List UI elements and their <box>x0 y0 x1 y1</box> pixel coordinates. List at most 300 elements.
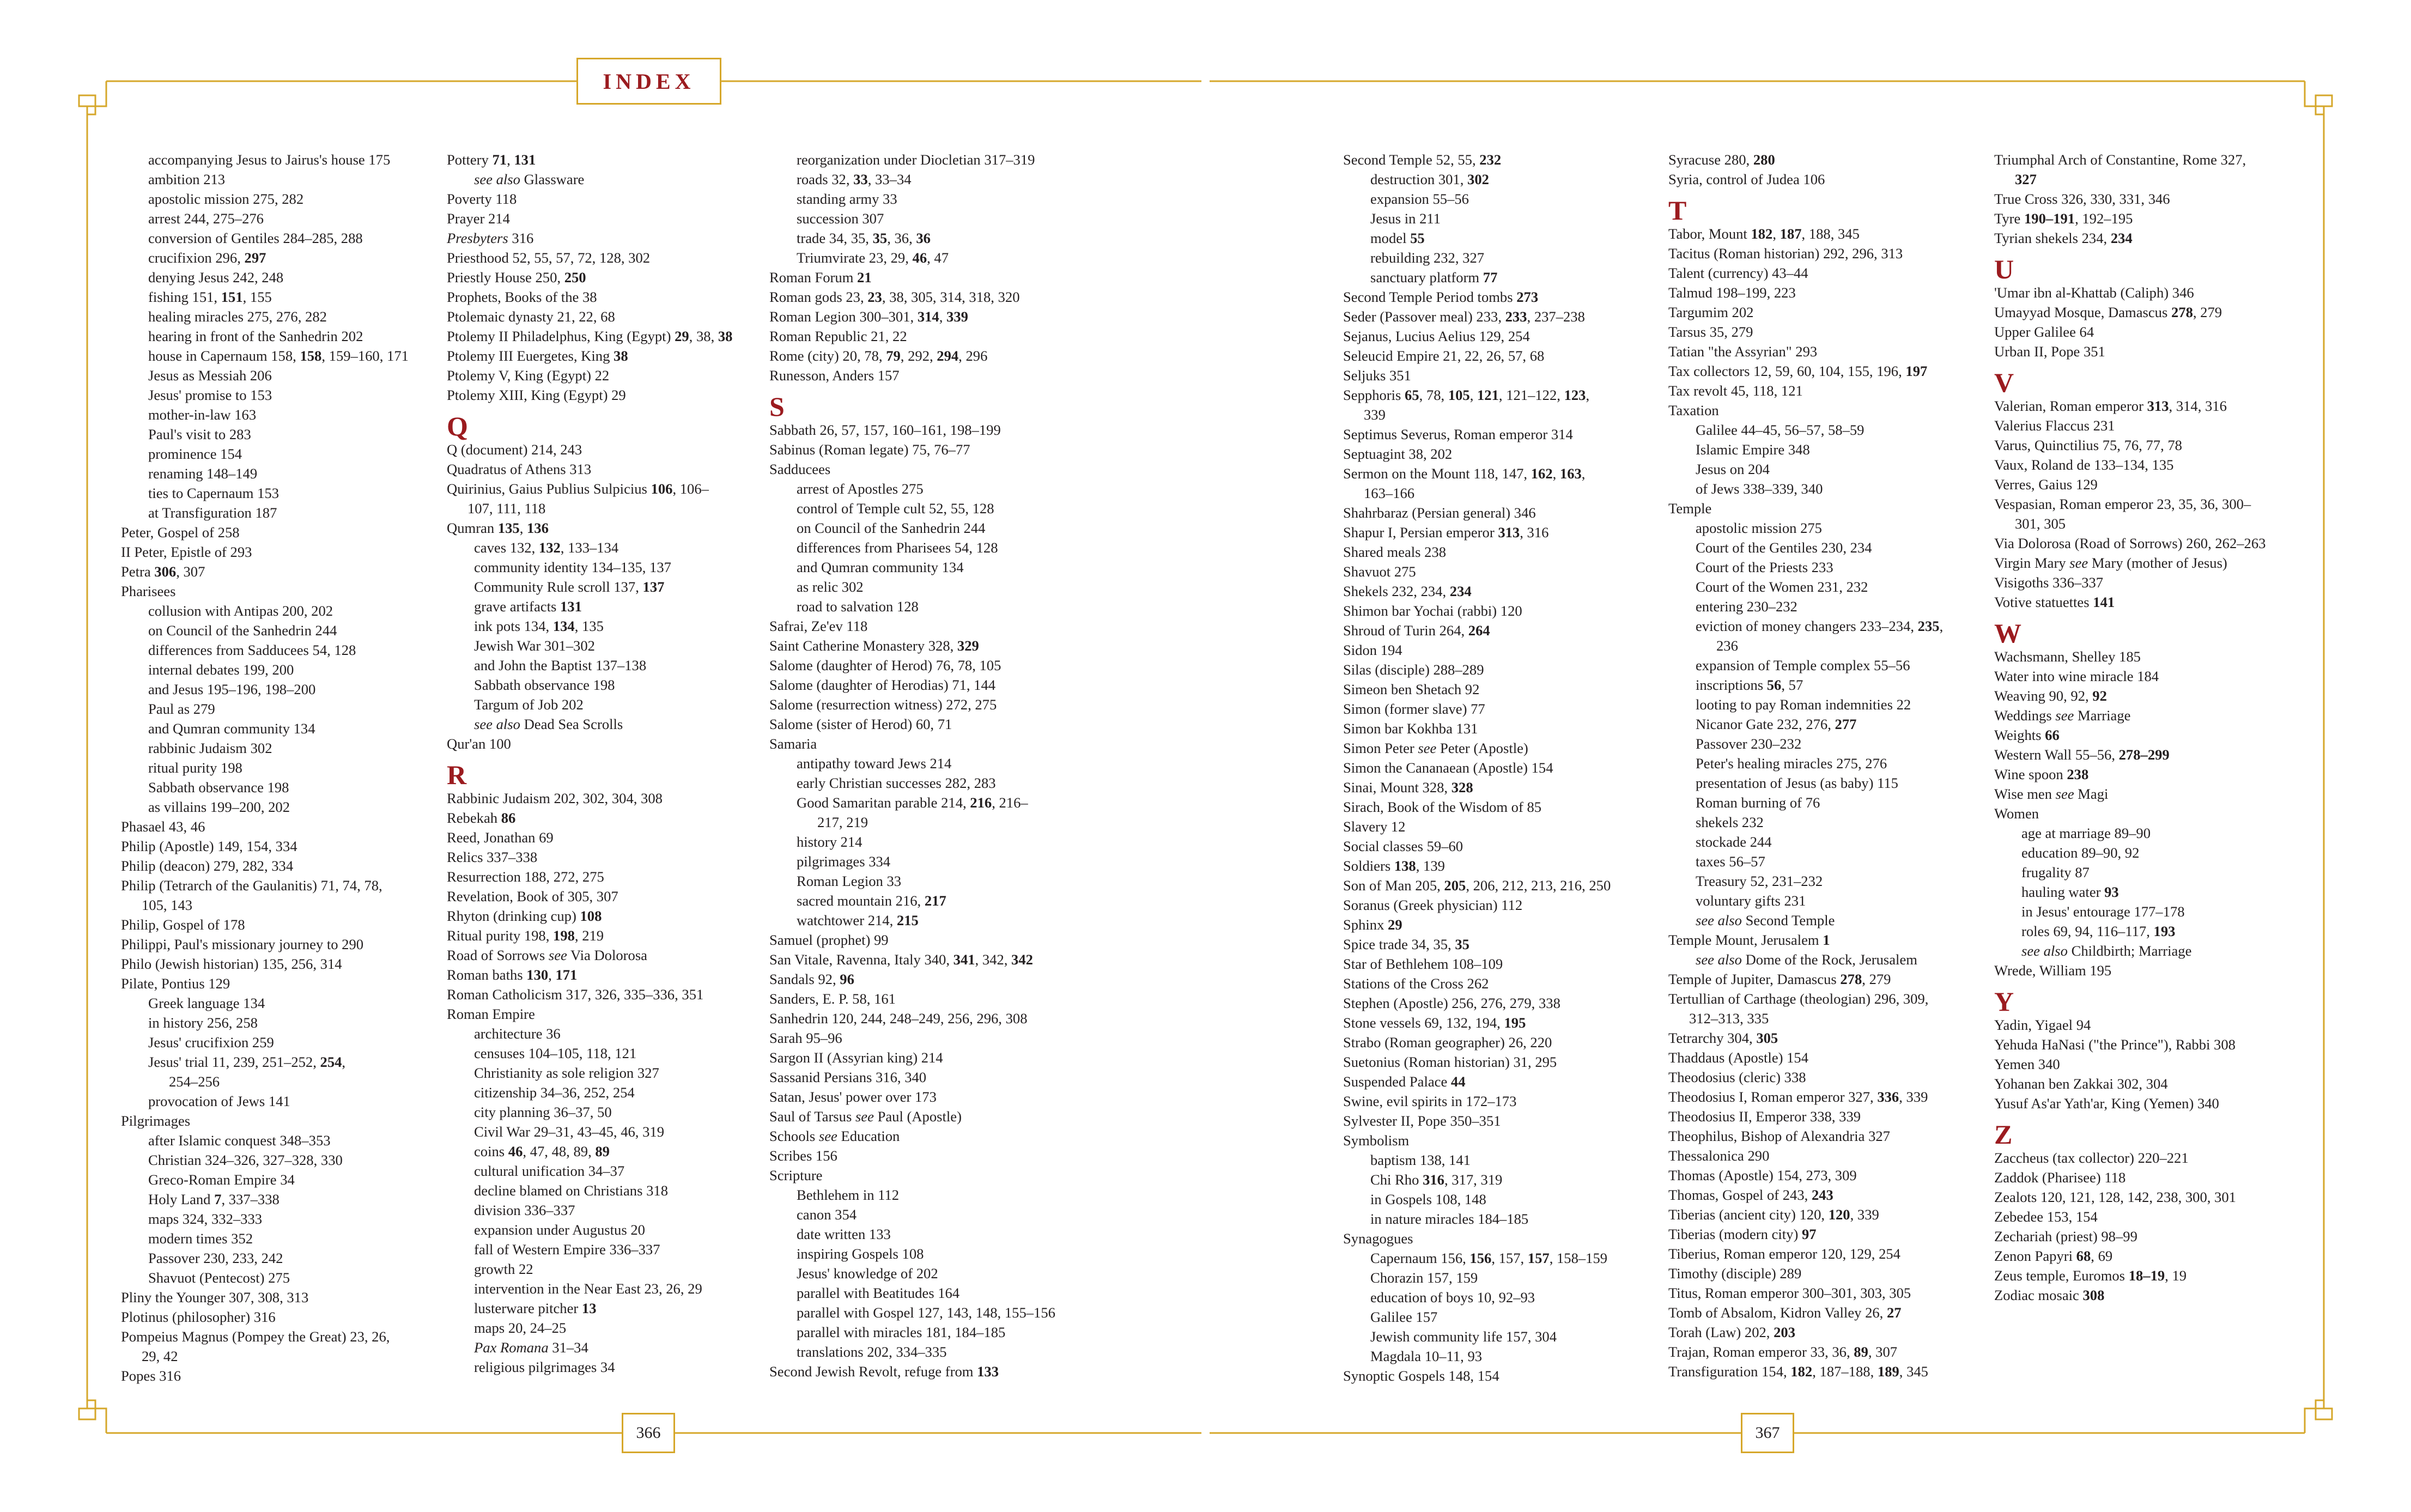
index-subentry: destruction 301, 302 <box>1370 171 1489 187</box>
index-entry: Star of Bethlehem 108–109 <box>1343 956 1503 972</box>
index-entry: Tyre 190–191, 192–195 <box>1994 210 2133 227</box>
index-entry: Suetonius (Roman historian) 31, 295 <box>1343 1054 1557 1070</box>
index-subentry: Greek language 134 <box>148 995 265 1011</box>
index-entry: Qumran 135, 136 <box>447 520 549 536</box>
index-entry: Philip (Apostle) 149, 154, 334 <box>121 838 297 854</box>
index-entry: Talmud 198–199, 223 <box>1668 284 1796 301</box>
index-entry: Wachsmann, Shelley 185 <box>1994 648 2141 665</box>
index-subentry: collusion with Antipas 200, 202 <box>148 603 333 619</box>
index-entry: Taxation <box>1668 402 1719 418</box>
index-entry: Targumim 202 <box>1668 304 1754 320</box>
index-subentry: antipathy toward Jews 214 <box>797 755 952 772</box>
index-entry: Roman Republic 21, 22 <box>769 328 907 344</box>
index-subentry: Chorazin 157, 159 <box>1370 1270 1478 1286</box>
index-subentry: 236 <box>1716 637 1738 654</box>
index-entry: 339 <box>1364 406 1386 423</box>
index-entry: Simon Peter see Peter (Apostle) <box>1343 740 1528 756</box>
index-entry: Roman baths 130, 171 <box>447 967 578 983</box>
page-number-right: 367 <box>1741 1413 1794 1453</box>
index-entry: Second Temple Period tombs 273 <box>1343 289 1539 305</box>
index-entry: Prayer 214 <box>447 210 510 227</box>
index-entry: Torah (Law) 202, 203 <box>1668 1324 1795 1340</box>
index-subentry: Jewish War 301–302 <box>474 637 595 654</box>
index-subentry: road to salvation 128 <box>797 598 919 615</box>
index-entry: Theophilus, Bishop of Alexandria 327 <box>1668 1128 1890 1144</box>
index-entry: Vespasian, Roman emperor 23, 35, 36, 300– <box>1994 496 2251 512</box>
index-entry: Theodosius (cleric) 338 <box>1668 1069 1806 1085</box>
index-entry: Sarah 95–96 <box>769 1030 842 1046</box>
index-subentry: after Islamic conquest 348–353 <box>148 1132 331 1149</box>
index-entry: Scripture <box>769 1167 823 1183</box>
index-entry: Spice trade 34, 35, 35 <box>1343 936 1469 952</box>
index-entry: Sejanus, Lucius Aelius 129, 254 <box>1343 328 1530 344</box>
index-subentry: growth 22 <box>474 1261 533 1277</box>
index-entry: Strabo (Roman geographer) 26, 220 <box>1343 1034 1552 1050</box>
index-subentry: canon 354 <box>797 1206 857 1223</box>
index-entry: Sepphoris 65, 78, 105, 121, 121–122, 123, <box>1343 387 1590 403</box>
index-subentry: Bethlehem in 112 <box>797 1187 900 1203</box>
index-entry: Synoptic Gospels 148, 154 <box>1343 1368 1499 1384</box>
index-subentry: parallel with Beatitudes 164 <box>797 1285 960 1301</box>
index-subentry: Galilee 157 <box>1370 1309 1438 1325</box>
index-entry: Popes 316 <box>121 1368 181 1384</box>
index-subentry: expansion under Augustus 20 <box>474 1222 645 1238</box>
index-entry: Stations of the Cross 262 <box>1343 975 1489 992</box>
index-entry: Thaddaus (Apostle) 154 <box>1668 1049 1809 1066</box>
index-entry: Salome (resurrection witness) 272, 275 <box>769 696 997 713</box>
index-subentry: renaming 148–149 <box>148 465 258 482</box>
index-entry: Poverty 118 <box>447 191 517 207</box>
index-subentry: parallel with miracles 181, 184–185 <box>797 1324 1006 1340</box>
index-entry: Presbyters 316 <box>447 230 534 246</box>
index-subentry: as villains 199–200, 202 <box>148 799 290 815</box>
index-subentry: parallel with Gospel 127, 143, 148, 155–156 <box>797 1304 1055 1321</box>
index-entry: Varus, Quinctilius 75, 76, 77, 78 <box>1994 437 2182 453</box>
index-entry: Rebekah 86 <box>447 810 516 826</box>
index-entry: Tiberius, Roman emperor 120, 129, 254 <box>1668 1246 1900 1262</box>
index-subentry: mother-in-law 163 <box>148 406 257 423</box>
index-subentry: Galilee 44–45, 56–57, 58–59 <box>1696 422 1865 438</box>
index-entry: Prophets, Books of the 38 <box>447 289 597 305</box>
index-subentry: crucifixion 296, 297 <box>148 250 266 266</box>
index-entry: Wine spoon 238 <box>1994 766 2089 782</box>
index-entry: Shroud of Turin 264, 264 <box>1343 622 1490 639</box>
index-subentry: coins 46, 47, 48, 89, 89 <box>474 1143 610 1159</box>
index-subentry: Shavuot (Pentecost) 275 <box>148 1270 290 1286</box>
index-entry: Roman Catholicism 317, 326, 335–336, 351 <box>447 986 704 1003</box>
index-entry: Swine, evil spirits in 172–173 <box>1343 1093 1517 1109</box>
index-entry: Second Temple 52, 55, 232 <box>1343 151 1502 168</box>
index-entry: Virgin Mary see Mary (mother of Jesus) <box>1994 555 2227 571</box>
index-subentry: eviction of money changers 233–234, 235, <box>1696 618 1944 634</box>
index-entry: Safrai, Ze'ev 118 <box>769 618 868 634</box>
index-entry: Temple of Jupiter, Damascus 278, 279 <box>1668 971 1891 987</box>
index-entry: Ritual purity 198, 198, 219 <box>447 927 604 944</box>
index-entry: Philippi, Paul's missionary journey to 290 <box>121 936 364 952</box>
index-entry: Triumphal Arch of Constantine, Rome 327, <box>1994 151 2246 168</box>
index-entry: Peter, Gospel of 258 <box>121 524 240 541</box>
index-subentry: Nicanor Gate 232, 276, 277 <box>1696 716 1857 732</box>
index-subentry: ambition 213 <box>148 171 226 187</box>
index-entry: Slavery 12 <box>1343 818 1406 835</box>
index-entry: Simeon ben Shetach 92 <box>1343 681 1480 697</box>
index-entry: 163–166 <box>1364 485 1415 501</box>
index-entry: Upper Galilee 64 <box>1994 324 2094 340</box>
index-subentry: education of boys 10, 92–93 <box>1370 1289 1535 1305</box>
index-subentry: provocation of Jews 141 <box>148 1093 290 1109</box>
index-entry: Qur'an 100 <box>447 736 511 752</box>
index-subentry: lusterware pitcher 13 <box>474 1300 597 1316</box>
index-subentry: in Jesus' entourage 177–178 <box>2021 903 2185 920</box>
index-entry: Talent (currency) 43–44 <box>1668 265 1808 281</box>
index-subentry: prominence 154 <box>148 446 242 462</box>
index-subentry: internal debates 199, 200 <box>148 661 294 678</box>
index-subentry: roads 32, 33, 33–34 <box>797 171 912 187</box>
section-letter: Q <box>447 411 468 441</box>
index-subentry: roles 69, 94, 116–117, 193 <box>2021 923 2176 939</box>
index-entry: Sanders, E. P. 58, 161 <box>769 991 896 1007</box>
index-entry: Pompeius Magnus (Pompey the Great) 23, 26, <box>121 1328 390 1345</box>
index-entry: Shavuot 275 <box>1343 563 1416 580</box>
index-subentry: presentation of Jesus (as baby) 115 <box>1696 775 1898 791</box>
index-subentry: Christian 324–326, 327–328, 330 <box>148 1152 343 1168</box>
index-entry: Tabor, Mount 182, 187, 188, 345 <box>1668 226 1860 242</box>
index-entry: Shared meals 238 <box>1343 544 1447 560</box>
index-entry: Yohanan ben Zakkai 302, 304 <box>1994 1076 2168 1092</box>
index-entry: Ptolemy XIII, King (Egypt) 29 <box>447 387 626 403</box>
index-subentry: voluntary gifts 231 <box>1696 892 1806 909</box>
index-subentry: ink pots 134, 134, 135 <box>474 618 604 634</box>
index-subentry: religious pilgrimages 34 <box>474 1359 615 1375</box>
index-entry: Road of Sorrows see Via Dolorosa <box>447 947 647 963</box>
index-column-3 <box>769 150 1064 1381</box>
index-subentry: decline blamed on Christians 318 <box>474 1182 668 1199</box>
index-subentry: succession 307 <box>797 210 884 227</box>
index-entry: Theodosius II, Emperor 338, 339 <box>1668 1108 1861 1125</box>
index-subentry: in nature miracles 184–185 <box>1370 1211 1529 1227</box>
index-subentry: maps 20, 24–25 <box>474 1320 567 1336</box>
index-subentry: in history 256, 258 <box>148 1015 258 1031</box>
index-entry: Second Jewish Revolt, refuge from 133 <box>769 1363 999 1380</box>
index-entry: Silas (disciple) 288–289 <box>1343 661 1484 678</box>
index-subentry: and Jesus 195–196, 198–200 <box>148 681 316 697</box>
index-entry: Symbolism <box>1343 1132 1410 1149</box>
index-entry: Stephen (Apostle) 256, 276, 279, 338 <box>1343 995 1560 1011</box>
section-letter: W <box>1994 618 2021 648</box>
index-entry: Saint Catherine Monastery 328, 329 <box>769 637 979 654</box>
index-entry: Salome (daughter of Herod) 76, 78, 105 <box>769 657 1001 673</box>
index-entry: Petra 306, 307 <box>121 563 205 580</box>
index-entry: Zeus temple, Euromos 18–19, 19 <box>1994 1267 2187 1284</box>
index-entry: Suspended Palace 44 <box>1343 1073 1466 1090</box>
index-entry: Synagogues <box>1343 1230 1413 1247</box>
index-entry: Seljuks 351 <box>1343 367 1411 384</box>
index-entry: Trajan, Roman emperor 33, 36, 89, 307 <box>1668 1344 1898 1360</box>
index-entry: Pilgrimages <box>121 1113 191 1129</box>
index-subentry: Paul as 279 <box>148 701 215 717</box>
index-entry: Revelation, Book of 305, 307 <box>447 888 618 904</box>
index-subentry: community identity 134–135, 137 <box>474 559 671 575</box>
index-subentry: model 55 <box>1370 230 1425 246</box>
index-subentry: Sabbath observance 198 <box>148 779 289 796</box>
index-entry: Zealots 120, 121, 128, 142, 238, 300, 301 <box>1994 1189 2236 1205</box>
index-entry: Pharisees <box>121 583 176 599</box>
index-subentry: Treasury 52, 231–232 <box>1696 873 1823 889</box>
index-subentry: Jesus on 204 <box>1696 461 1770 477</box>
index-subentry: 254–256 <box>169 1073 220 1090</box>
index-subentry: hauling water 93 <box>2021 884 2119 900</box>
index-entry: Sandals 92, 96 <box>769 971 854 987</box>
index-entry: Shekels 232, 234, 234 <box>1343 583 1472 599</box>
index-entry: 105, 143 <box>142 897 193 913</box>
index-entry: Shahrbaraz (Persian general) 346 <box>1343 505 1536 521</box>
index-subentry: division 336–337 <box>474 1202 575 1218</box>
index-subentry: fall of Western Empire 336–337 <box>474 1241 660 1258</box>
index-subentry: Jesus in 211 <box>1370 210 1441 227</box>
index-subentry: Pax Romana 31–34 <box>474 1339 588 1356</box>
index-subentry: 217, 219 <box>817 814 869 830</box>
index-entry: Valerian, Roman emperor 313, 314, 316 <box>1994 398 2227 414</box>
index-subentry: inscriptions 56, 57 <box>1696 677 1803 693</box>
index-column-6 <box>1994 150 2288 1305</box>
index-entry: Zodiac mosaic 308 <box>1994 1287 2105 1303</box>
index-entry: Sassanid Persians 316, 340 <box>769 1069 927 1085</box>
index-entry: Tetrarchy 304, 305 <box>1668 1030 1778 1046</box>
index-subentry: arrest 244, 275–276 <box>148 210 264 227</box>
index-entry: Wise men see Magi <box>1994 786 2109 802</box>
index-entry: Yemen 340 <box>1994 1056 2060 1072</box>
index-subentry: Triumvirate 23, 29, 46, 47 <box>797 250 949 266</box>
index-subentry: cultural unification 34–37 <box>474 1163 625 1179</box>
index-entry: 29, 42 <box>142 1348 178 1364</box>
index-entry: Runesson, Anders 157 <box>769 367 900 384</box>
index-entry: Tiberias (modern city) 97 <box>1668 1226 1817 1242</box>
index-entry: Sirach, Book of the Wisdom of 85 <box>1343 799 1542 815</box>
index-subentry: taxes 56–57 <box>1696 853 1765 870</box>
index-entry: Priestly House 250, 250 <box>447 269 586 286</box>
index-entry: Water into wine miracle 184 <box>1994 668 2159 684</box>
index-subentry: looting to pay Roman indemnities 22 <box>1696 696 1911 713</box>
index-subentry: age at marriage 89–90 <box>2021 825 2151 841</box>
index-subentry: Civil War 29–31, 43–45, 46, 319 <box>474 1124 664 1140</box>
index-entry: Relics 337–338 <box>447 849 538 865</box>
index-entry: Yehuda HaNasi ("the Prince"), Rabbi 308 <box>1994 1036 2236 1053</box>
index-entry: Theodosius I, Roman emperor 327, 336, 339 <box>1668 1089 1928 1105</box>
index-subentry: baptism 138, 141 <box>1370 1152 1471 1168</box>
index-entry: Plotinus (philosopher) 316 <box>121 1309 276 1325</box>
index-entry: 312–313, 335 <box>1689 1010 1769 1027</box>
index-entry: Zebedee 153, 154 <box>1994 1209 2098 1225</box>
index-entry: Thomas (Apostle) 154, 273, 309 <box>1668 1167 1857 1183</box>
index-entry: Schools see Education <box>769 1128 900 1144</box>
index-subentry: trade 34, 35, 35, 36, 36 <box>797 230 931 246</box>
index-entry: Soldiers 138, 139 <box>1343 858 1445 874</box>
index-subentry: history 214 <box>797 834 863 850</box>
index-subentry: on Council of the Sanhedrin 244 <box>797 520 986 536</box>
section-letter: R <box>447 760 467 790</box>
index-column-1 <box>121 150 415 1386</box>
index-entry: Shapur I, Persian emperor 313, 316 <box>1343 524 1549 541</box>
index-subentry: differences from Sadducees 54, 128 <box>148 642 356 658</box>
index-entry: Sanhedrin 120, 244, 248–249, 256, 296, 308 <box>769 1010 1028 1027</box>
index-subentry: stockade 244 <box>1696 834 1772 850</box>
index-entry: Temple Mount, Jerusalem 1 <box>1668 932 1830 948</box>
index-subentry: hearing in front of the Sanhedrin 202 <box>148 328 363 344</box>
index-entry: Satan, Jesus' power over 173 <box>769 1089 937 1105</box>
index-subentry: translations 202, 334–335 <box>797 1344 947 1360</box>
index-subentry: see also Dome of the Rock, Jerusalem <box>1696 951 1917 968</box>
index-entry: Ptolemy II Philadelphus, King (Egypt) 29, 38, 38 <box>447 328 733 344</box>
index-entry: Temple <box>1668 500 1712 517</box>
index-entry: Ptolemy V, King (Egypt) 22 <box>447 367 610 384</box>
index-entry: Roman Forum 21 <box>769 269 872 286</box>
index-subentry: conversion of Gentiles 284–285, 288 <box>148 230 363 246</box>
section-letter: Z <box>1994 1119 2013 1150</box>
index-entry: Philip (Tetrarch of the Gaulanitis) 71, 74, 78, <box>121 877 382 894</box>
index-entry: Verres, Gaius 129 <box>1994 476 2098 493</box>
index-subentry: intervention in the Near East 23, 26, 29 <box>474 1280 702 1297</box>
index-subentry: Jesus' knowledge of 202 <box>797 1265 938 1282</box>
index-entry: Sphinx 29 <box>1343 916 1402 933</box>
index-entry: Simon (former slave) 77 <box>1343 701 1485 717</box>
index-entry: Roman Empire <box>447 1006 535 1022</box>
index-entry: Thomas, Gospel of 243, 243 <box>1668 1187 1833 1203</box>
index-subentry: pilgrimages 334 <box>797 853 891 870</box>
index-subentry: Jewish community life 157, 304 <box>1370 1328 1557 1345</box>
index-subentry: Christianity as sole religion 327 <box>474 1065 659 1081</box>
index-subentry: Peter's healing miracles 275, 276 <box>1696 755 1887 772</box>
index-entry: Salome (daughter of Herodias) 71, 144 <box>769 677 996 693</box>
section-letter: S <box>769 391 785 422</box>
index-entry: Sidon 194 <box>1343 642 1402 658</box>
index-subentry: see also Second Temple <box>1696 912 1835 928</box>
index-subentry: fishing 151, 151, 155 <box>148 289 272 305</box>
index-entry: Titus, Roman emperor 300–301, 303, 305 <box>1668 1285 1911 1301</box>
index-subentry: Passover 230, 233, 242 <box>148 1250 283 1266</box>
index-entry: 107, 111, 118 <box>467 500 546 517</box>
index-entry: Zenon Papyri 68, 69 <box>1994 1248 2113 1264</box>
index-subentry: inspiring Gospels 108 <box>797 1246 924 1262</box>
index-subentry: shekels 232 <box>1696 814 1764 830</box>
index-entry: Social classes 59–60 <box>1343 838 1463 854</box>
index-entry: Seder (Passover meal) 233, 233, 237–238 <box>1343 308 1585 325</box>
index-subentry: accompanying Jesus to Jairus's house 175 <box>148 151 391 168</box>
index-subentry: see also Dead Sea Scrolls <box>474 716 623 732</box>
index-entry: Vaux, Roland de 133–134, 135 <box>1994 457 2174 473</box>
index-entry: Soranus (Greek physician) 112 <box>1343 897 1523 913</box>
index-entry: Philip, Gospel of 178 <box>121 916 245 933</box>
index-subentry: of Jews 338–339, 340 <box>1696 481 1823 497</box>
index-entry: Sadducees <box>769 461 831 477</box>
index-entry: Tertullian of Carthage (theologian) 296, 309, <box>1668 991 1929 1007</box>
index-entry: Weaving 90, 92, 92 <box>1994 688 2107 704</box>
index-subentry: early Christian successes 282, 283 <box>797 775 996 791</box>
index-entry: Timothy (disciple) 289 <box>1668 1265 1802 1282</box>
index-subentry: Court of the Women 231, 232 <box>1696 579 1868 595</box>
index-subentry: date written 133 <box>797 1226 891 1242</box>
index-subentry: and Qumran community 134 <box>797 559 964 575</box>
index-entry: Ptolemaic dynasty 21, 22, 68 <box>447 308 615 325</box>
index-entry: Sinai, Mount 328, 328 <box>1343 779 1473 796</box>
index-entry: Wrede, William 195 <box>1994 962 2112 979</box>
index-entry: Rome (city) 20, 78, 79, 292, 294, 296 <box>769 348 988 364</box>
index-subentry: architecture 36 <box>474 1025 561 1042</box>
index-subentry: control of Temple cult 52, 55, 128 <box>797 500 994 517</box>
index-subentry: Community Rule scroll 137, 137 <box>474 579 665 595</box>
index-entry: 327 <box>2015 171 2037 187</box>
index-subentry: Roman Legion 33 <box>797 873 902 889</box>
index-entry: Umayyad Mosque, Damascus 278, 279 <box>1994 304 2222 320</box>
index-entry: Pottery 71, 131 <box>447 151 536 168</box>
index-subentry: apostolic mission 275, 282 <box>148 191 304 207</box>
index-entry: Weddings see Marriage <box>1994 707 2131 724</box>
index-subentry: in Gospels 108, 148 <box>1370 1191 1486 1207</box>
index-subentry: ties to Capernaum 153 <box>148 485 280 501</box>
index-entry: San Vitale, Ravenna, Italy 340, 341, 342, 342 <box>769 951 1033 968</box>
index-subentry: on Council of the Sanhedrin 244 <box>148 622 337 639</box>
index-entry: Tiberias (ancient city) 120, 120, 339 <box>1668 1206 1879 1223</box>
index-column-4 <box>1343 150 1637 1386</box>
index-subentry: Islamic Empire 348 <box>1696 441 1810 458</box>
index-subentry: frugality 87 <box>2021 864 2090 881</box>
index-entry: II Peter, Epistle of 293 <box>121 544 252 560</box>
index-entry: Syria, control of Judea 106 <box>1668 171 1825 187</box>
index-subentry: sanctuary platform 77 <box>1370 269 1498 286</box>
index-subentry: Passover 230–232 <box>1696 736 1802 752</box>
index-entry: Samaria <box>769 736 817 752</box>
index-entry: Roman Legion 300–301, 314, 339 <box>769 308 968 325</box>
index-entry: Tax revolt 45, 118, 121 <box>1668 382 1803 399</box>
index-entry: Simon the Cananaean (Apostle) 154 <box>1343 760 1553 776</box>
index-entry: Philip (deacon) 279, 282, 334 <box>121 858 294 874</box>
index-subentry: Jesus' crucifixion 259 <box>148 1034 274 1050</box>
index-subentry: rabbinic Judaism 302 <box>148 740 272 756</box>
index-entry: Pliny the Younger 307, 308, 313 <box>121 1289 309 1305</box>
index-entry: Priesthood 52, 55, 57, 72, 128, 302 <box>447 250 651 266</box>
index-entry: Tatian "the Assyrian" 293 <box>1668 343 1818 360</box>
index-entry: Women <box>1994 805 2039 822</box>
index-subentry: citizenship 34–36, 252, 254 <box>474 1084 635 1101</box>
index-entry: Zechariah (priest) 98–99 <box>1994 1228 2137 1244</box>
index-subentry: Targum of Job 202 <box>474 696 584 713</box>
index-subentry: and Qumran community 134 <box>148 720 315 737</box>
index-subentry: as relic 302 <box>797 579 864 595</box>
index-subentry: Paul's visit to 283 <box>148 426 251 442</box>
index-entry: Tacitus (Roman historian) 292, 296, 313 <box>1668 245 1903 262</box>
index-entry: Valerius Flaccus 231 <box>1994 417 2115 434</box>
index-entry: Stone vessels 69, 132, 194, 195 <box>1343 1015 1526 1031</box>
index-subentry: education 89–90, 92 <box>2021 845 2140 861</box>
index-subentry: ritual purity 198 <box>148 760 242 776</box>
index-entry: Q (document) 214, 243 <box>447 441 582 458</box>
index-entry: Rhyton (drinking cup) 108 <box>447 908 602 924</box>
index-subentry: Jesus' trial 11, 239, 251–252, 254, <box>148 1054 346 1070</box>
index-subentry: city planning 36–37, 50 <box>474 1104 612 1120</box>
index-subentry: Roman burning of 76 <box>1696 794 1820 811</box>
index-subentry: Good Samaritan parable 214, 216, 216– <box>797 794 1028 811</box>
index-subentry: rebuilding 232, 327 <box>1370 250 1485 266</box>
index-entry: True Cross 326, 330, 331, 346 <box>1994 191 2170 207</box>
index-subentry: arrest of Apostles 275 <box>797 481 924 497</box>
index-entry: Urban II, Pope 351 <box>1994 343 2105 360</box>
index-subentry: standing army 33 <box>797 191 897 207</box>
index-subentry: Greco-Roman Empire 34 <box>148 1171 295 1188</box>
index-entry: Tomb of Absalom, Kidron Valley 26, 27 <box>1668 1304 1902 1321</box>
index-subentry: healing miracles 275, 276, 282 <box>148 308 327 325</box>
index-entry: Tarsus 35, 279 <box>1668 324 1753 340</box>
index-subentry: Court of the Gentiles 230, 234 <box>1696 539 1872 556</box>
index-entry: Samuel (prophet) 99 <box>769 932 889 948</box>
